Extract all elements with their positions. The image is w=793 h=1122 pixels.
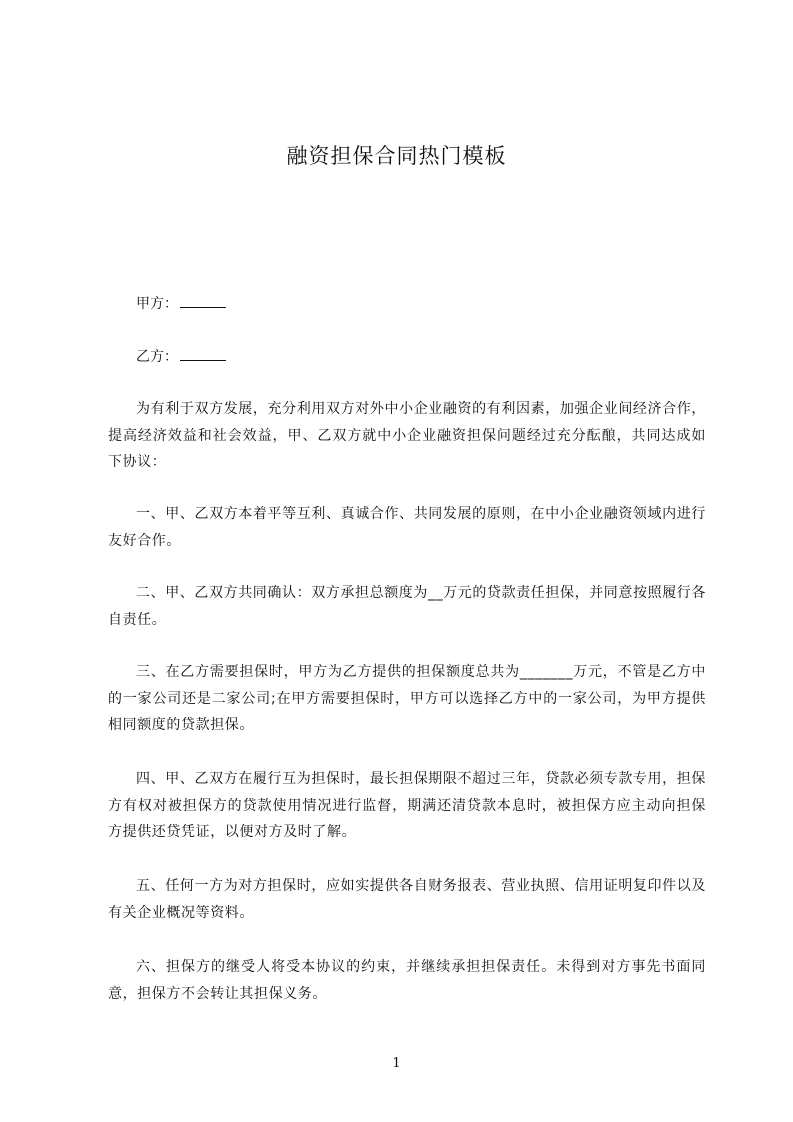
party-b-label: 乙方： (136, 349, 178, 365)
party-b-field (136, 345, 226, 367)
party-a-label: 甲方： (136, 296, 178, 312)
clause-3-paragraph: 三、在乙方需要担保时，甲方为乙方提供的担保额度总共为_______万元，不管是乙方中的一家公司还是二家公司;在甲方需要担保时，甲方可以选择乙方中的一家公司，为甲方提供相同额度的贷款担保。 (108, 664, 706, 733)
clause-4-paragraph: 四、甲、乙双方在履行互为担保时，最长担保期限不超过三年，贷款必须专款专用，担保方有权对被担保方的贷款使用情况进行监督，期满还清贷款本息时，被担保方应主动向担保方提供还贷凭证，以便对方及时了解。 (108, 771, 706, 840)
page-number: 1 (392, 1056, 401, 1071)
preamble-paragraph: 为有利于双方发展，充分利用双方对外中小企业融资的有利因素，加强企业间经济合作，提高经济效益和社会效益，甲、乙双方就中小企业融资担保问题经过充分酝酿，共同达成如下协议： (108, 401, 706, 470)
clause-1-paragraph: 一、甲、乙双方本着平等互利、真诚合作、共同发展的原则，在中小企业融资领域内进行友好合作。 (108, 506, 706, 549)
party-a-blank (180, 292, 226, 308)
clause-2-paragraph: 二、甲、乙双方共同确认：双方承担总额度为__万元的贷款责任担保，并同意按照履行各自责任。 (108, 585, 706, 628)
party-a-field (136, 292, 226, 314)
clause-6-paragraph: 六、担保方的继受人将受本协议的约束，并继续承担担保责任。未得到对方事先书面同意，担保方不会转让其担保义务。 (108, 959, 706, 1002)
party-b-blank (180, 345, 226, 361)
clause-5-paragraph: 五、任何一方为对方担保时，应如实提供各自财务报表、营业执照、信用证明复印件以及有关企业概况等资料。 (108, 878, 706, 921)
document-title: 融资担保合同热门模板 (286, 144, 507, 168)
